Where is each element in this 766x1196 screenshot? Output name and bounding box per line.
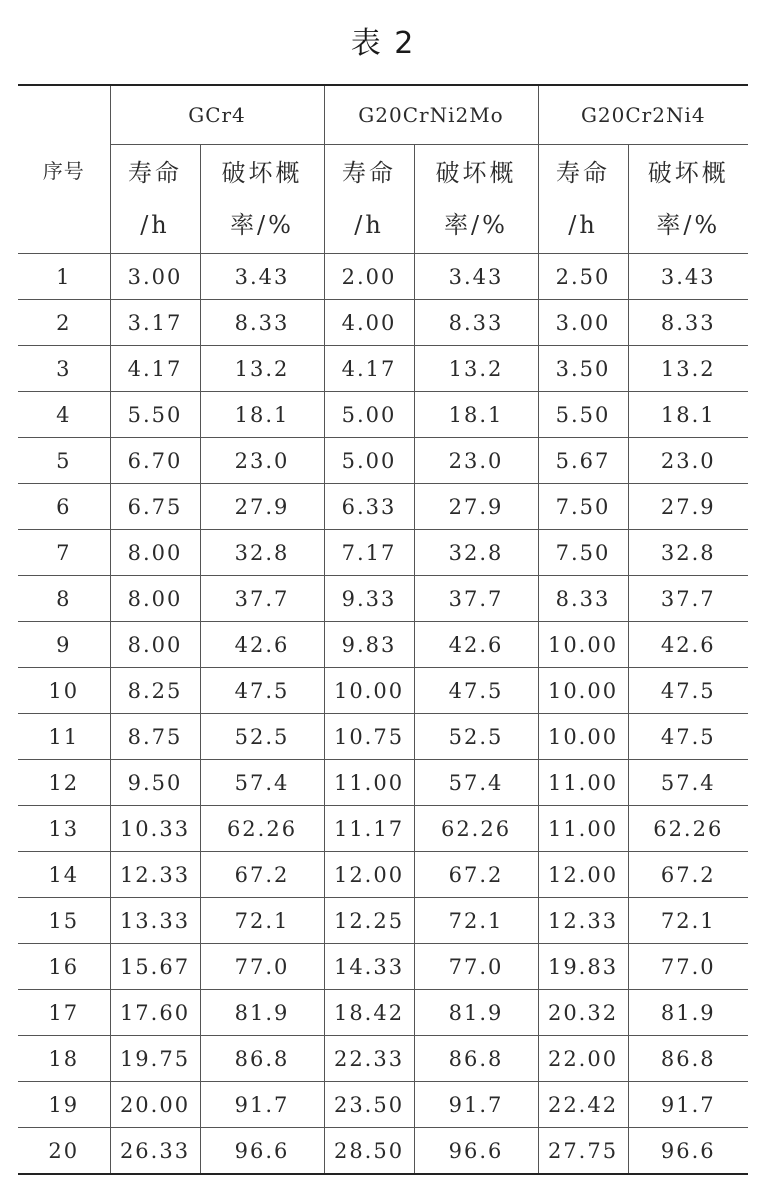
material-header-g20cr2ni4: G20Cr2Ni4 [538, 85, 748, 145]
probability-cell: 57.4 [628, 760, 748, 806]
table-row [18, 346, 748, 392]
table-title: 表 2 [350, 26, 416, 61]
life-cell: 22.42 [538, 1082, 628, 1128]
life-cell: 8.33 [538, 576, 628, 622]
probability-cell: 3.43 [414, 254, 538, 300]
table-row [18, 944, 748, 990]
probability-cell: 72.1 [200, 898, 324, 944]
probability-cell: 62.26 [628, 806, 748, 852]
life-cell: 4.00 [324, 300, 414, 346]
life-cell: 6.75 [110, 484, 200, 530]
probability-cell: 42.6 [200, 622, 324, 668]
probability-cell: 23.0 [628, 438, 748, 484]
probability-cell: 8.33 [628, 300, 748, 346]
table-header [18, 85, 748, 254]
life-cell: 10.00 [324, 668, 414, 714]
probability-cell: 37.7 [414, 576, 538, 622]
probability-cell: 67.2 [628, 852, 748, 898]
material-header-g20crni2mo: G20CrNi2Mo [324, 85, 538, 145]
probability-cell: 62.26 [200, 806, 324, 852]
life-cell: 3.17 [110, 300, 200, 346]
seq-cell: 6 [18, 484, 110, 530]
life-cell: 5.67 [538, 438, 628, 484]
seq-header: 序号 [18, 85, 110, 254]
seq-cell: 10 [18, 668, 110, 714]
seq-cell: 12 [18, 760, 110, 806]
material-header-gcr4: GCr4 [110, 85, 324, 145]
life-cell: 17.60 [110, 990, 200, 1036]
table-row [18, 760, 748, 806]
life-cell: 9.50 [110, 760, 200, 806]
probability-cell: 72.1 [628, 898, 748, 944]
probability-cell: 27.9 [200, 484, 324, 530]
life-cell: 3.00 [538, 300, 628, 346]
life-cell: 5.00 [324, 438, 414, 484]
seq-cell: 13 [18, 806, 110, 852]
seq-cell: 7 [18, 530, 110, 576]
probability-cell: 32.8 [414, 530, 538, 576]
table-row [18, 438, 748, 484]
life-cell: 13.33 [110, 898, 200, 944]
table-row [18, 392, 748, 438]
life-cell: 11.00 [324, 760, 414, 806]
seq-cell: 14 [18, 852, 110, 898]
life-label: 寿命 [128, 159, 182, 187]
life-cell: 19.75 [110, 1036, 200, 1082]
seq-cell: 17 [18, 990, 110, 1036]
life-cell: 28.50 [324, 1128, 414, 1175]
probability-cell: 72.1 [414, 898, 538, 944]
life-unit: /h [568, 211, 598, 239]
probability-cell: 77.0 [414, 944, 538, 990]
header-row-units [18, 145, 748, 254]
probability-cell: 81.9 [414, 990, 538, 1036]
probability-cell: 96.6 [628, 1128, 748, 1175]
probability-cell: 13.2 [628, 346, 748, 392]
life-header [110, 145, 200, 254]
life-cell: 11.00 [538, 760, 628, 806]
probability-cell: 52.5 [200, 714, 324, 760]
life-cell: 12.00 [538, 852, 628, 898]
probability-cell: 8.33 [414, 300, 538, 346]
probability-cell: 13.2 [414, 346, 538, 392]
probability-header [200, 145, 324, 254]
probability-cell: 77.0 [200, 944, 324, 990]
seq-cell: 3 [18, 346, 110, 392]
table-row [18, 484, 748, 530]
life-cell: 6.70 [110, 438, 200, 484]
life-header [538, 145, 628, 254]
life-cell: 7.50 [538, 484, 628, 530]
seq-cell: 9 [18, 622, 110, 668]
probability-label: 破坏概 [647, 159, 729, 187]
life-cell: 5.50 [110, 392, 200, 438]
seq-cell: 4 [18, 392, 110, 438]
probability-cell: 8.33 [200, 300, 324, 346]
table-row [18, 990, 748, 1036]
probability-cell: 18.1 [414, 392, 538, 438]
seq-cell: 15 [18, 898, 110, 944]
probability-cell: 3.43 [628, 254, 748, 300]
life-cell: 10.75 [324, 714, 414, 760]
life-cell: 9.33 [324, 576, 414, 622]
table-row [18, 852, 748, 898]
life-unit: /h [354, 211, 384, 239]
life-cell: 8.00 [110, 576, 200, 622]
probability-cell: 86.8 [200, 1036, 324, 1082]
probability-cell: 18.1 [200, 392, 324, 438]
life-cell: 9.83 [324, 622, 414, 668]
life-cell: 15.67 [110, 944, 200, 990]
seq-cell: 19 [18, 1082, 110, 1128]
seq-cell: 18 [18, 1036, 110, 1082]
probability-cell: 37.7 [200, 576, 324, 622]
life-cell: 2.00 [324, 254, 414, 300]
life-cell: 3.00 [110, 254, 200, 300]
seq-cell: 8 [18, 576, 110, 622]
probability-cell: 18.1 [628, 392, 748, 438]
life-cell: 11.00 [538, 806, 628, 852]
probability-cell: 57.4 [200, 760, 324, 806]
table-row [18, 806, 748, 852]
table-row [18, 668, 748, 714]
life-cell: 11.17 [324, 806, 414, 852]
probability-cell: 23.0 [200, 438, 324, 484]
seq-cell: 16 [18, 944, 110, 990]
life-label: 寿命 [342, 159, 397, 187]
life-cell: 10.33 [110, 806, 200, 852]
table-row [18, 1036, 748, 1082]
probability-unit: 率/% [444, 211, 508, 239]
seq-cell: 2 [18, 300, 110, 346]
life-cell: 14.33 [324, 944, 414, 990]
table-row [18, 300, 748, 346]
probability-cell: 27.9 [414, 484, 538, 530]
seq-cell: 11 [18, 714, 110, 760]
life-cell: 7.50 [538, 530, 628, 576]
life-cell: 27.75 [538, 1128, 628, 1175]
life-cell: 8.00 [110, 622, 200, 668]
life-cell: 4.17 [324, 346, 414, 392]
life-unit: /h [140, 211, 170, 239]
probability-cell: 67.2 [414, 852, 538, 898]
probability-cell: 13.2 [200, 346, 324, 392]
probability-cell: 62.26 [414, 806, 538, 852]
probability-cell: 96.6 [414, 1128, 538, 1175]
probability-cell: 3.43 [200, 254, 324, 300]
life-cell: 5.50 [538, 392, 628, 438]
life-cell: 19.83 [538, 944, 628, 990]
probability-cell: 86.8 [414, 1036, 538, 1082]
life-cell: 22.00 [538, 1036, 628, 1082]
probability-header [628, 145, 748, 254]
life-cell: 8.00 [110, 530, 200, 576]
data-table [18, 84, 748, 1175]
life-cell: 12.00 [324, 852, 414, 898]
probability-cell: 67.2 [200, 852, 324, 898]
life-cell: 12.33 [538, 898, 628, 944]
life-cell: 12.33 [110, 852, 200, 898]
life-cell: 10.00 [538, 714, 628, 760]
header-row-materials [18, 85, 748, 145]
probability-cell: 27.9 [628, 484, 748, 530]
life-cell: 7.17 [324, 530, 414, 576]
life-cell: 22.33 [324, 1036, 414, 1082]
life-cell: 26.33 [110, 1128, 200, 1175]
life-cell: 10.00 [538, 622, 628, 668]
probability-cell: 47.5 [628, 668, 748, 714]
probability-cell: 86.8 [628, 1036, 748, 1082]
probability-cell: 47.5 [628, 714, 748, 760]
life-cell: 5.00 [324, 392, 414, 438]
seq-cell: 20 [18, 1128, 110, 1175]
table-row [18, 530, 748, 576]
life-cell: 2.50 [538, 254, 628, 300]
probability-unit: 率/% [656, 211, 721, 239]
table-row [18, 576, 748, 622]
life-cell: 3.50 [538, 346, 628, 392]
life-cell: 4.17 [110, 346, 200, 392]
seq-cell: 5 [18, 438, 110, 484]
life-label: 寿命 [556, 159, 611, 187]
life-cell: 20.00 [110, 1082, 200, 1128]
probability-cell: 81.9 [628, 990, 748, 1036]
probability-cell: 91.7 [200, 1082, 324, 1128]
probability-cell: 42.6 [628, 622, 748, 668]
probability-cell: 91.7 [414, 1082, 538, 1128]
probability-cell: 57.4 [414, 760, 538, 806]
table-row [18, 898, 748, 944]
probability-cell: 47.5 [200, 668, 324, 714]
life-cell: 6.33 [324, 484, 414, 530]
probability-cell: 32.8 [628, 530, 748, 576]
probability-header [414, 145, 538, 254]
probability-label: 破坏概 [221, 159, 303, 187]
life-cell: 18.42 [324, 990, 414, 1036]
probability-cell: 23.0 [414, 438, 538, 484]
life-cell: 12.25 [324, 898, 414, 944]
life-header [324, 145, 414, 254]
probability-cell: 32.8 [200, 530, 324, 576]
life-cell: 8.75 [110, 714, 200, 760]
probability-cell: 81.9 [200, 990, 324, 1036]
probability-label: 破坏概 [435, 159, 517, 187]
table-row [18, 622, 748, 668]
probability-cell: 42.6 [414, 622, 538, 668]
life-cell: 8.25 [110, 668, 200, 714]
probability-cell: 77.0 [628, 944, 748, 990]
probability-unit: 率/% [230, 211, 294, 239]
probability-cell: 47.5 [414, 668, 538, 714]
life-cell: 10.00 [538, 668, 628, 714]
table-body [18, 254, 748, 1175]
probability-cell: 91.7 [628, 1082, 748, 1128]
probability-cell: 96.6 [200, 1128, 324, 1175]
seq-cell: 1 [18, 254, 110, 300]
life-cell: 23.50 [324, 1082, 414, 1128]
probability-cell: 52.5 [414, 714, 538, 760]
table-row [18, 714, 748, 760]
probability-cell: 37.7 [628, 576, 748, 622]
table-row [18, 254, 748, 300]
table-row [18, 1082, 748, 1128]
table-row [18, 1128, 748, 1175]
life-cell: 20.32 [538, 990, 628, 1036]
